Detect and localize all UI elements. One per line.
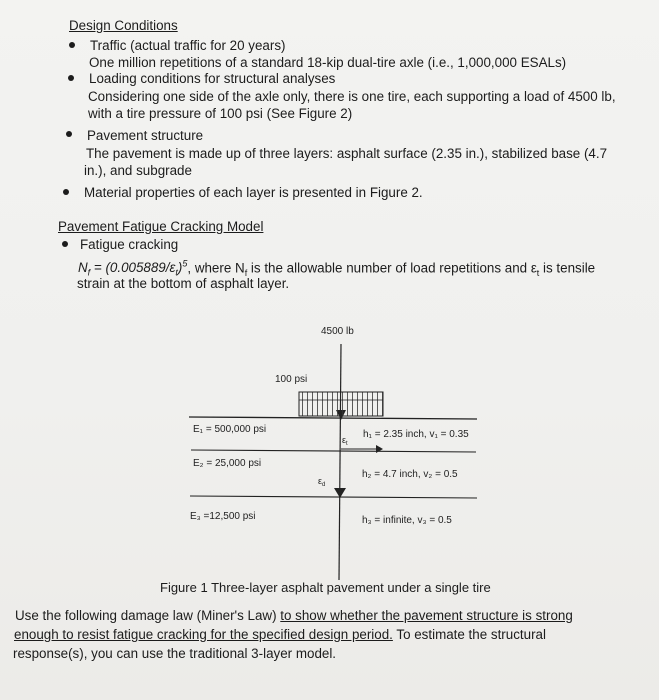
closing-line-3: response(s), you can use the traditional 3-layer model. [13, 646, 337, 661]
layer-2-modulus: E₂ = 25,000 psi [193, 458, 262, 469]
layer-1-modulus: E₁ = 500,000 psi [193, 424, 267, 435]
design-conditions-heading: Design Conditions [69, 18, 178, 33]
loading-body-line-2: with a tire pressure of 100 psi (See Figure 2) [88, 106, 353, 121]
centre-axis-line [339, 344, 341, 580]
traffic-title: Traffic (actual traffic for 20 years) [90, 38, 286, 53]
tensile-strain-symbol: $\varepsilon_t$ [342, 435, 348, 447]
pressure-label: 100 psi [275, 374, 308, 385]
closing-line-2: enough to resist fatigue cracking for the specified design period. To estimate the structural [14, 627, 546, 642]
layer-boundary-2-3 [190, 496, 477, 498]
material-properties-title: Material properties of each layer is presented in Figure 2. [84, 185, 423, 200]
vertical-strain-symbol: $\varepsilon_d$ [318, 476, 326, 488]
load-label: 4500 lb [321, 326, 354, 337]
pavement-structure-body-line-1: The pavement is made up of three layers: asphalt surface (2.35 in.), stabilized base (4.7 [86, 146, 608, 161]
layer-boundary-1-2 [191, 450, 476, 452]
fatigue-equation: $N_f = (0.005889/\varepsilon_t)^5$, where $N_f$ is the allowable number of load repetitions and $\varepsilon_t$ is tensile [78, 259, 596, 279]
layer-1-thickness: h₁ = 2.35 inch, v₁ = 0.35 [363, 429, 469, 440]
traffic-body: One million repetitions of a standard 18-kip dual-tire axle (i.e., 1,000,000 ESALs) [89, 55, 567, 70]
fatigue-equation-line-2: strain at the bottom of asphalt layer. [77, 276, 290, 291]
tire-pressure-box [299, 392, 383, 416]
layer-2-thickness: h₂ = 4.7 inch, v₂ = 0.5 [362, 469, 458, 480]
layer-3-thickness: h₃ = infinite, v₃ = 0.5 [362, 515, 452, 526]
layer-3-modulus: E₃ =12,500 psi [190, 511, 256, 522]
layer-boundary-surface [189, 417, 477, 419]
fatigue-cracking-title: Fatigue cracking [80, 237, 179, 252]
loading-title: Loading conditions for structural analyses [89, 71, 336, 86]
pavement-structure-title: Pavement structure [87, 128, 204, 143]
loading-body-line-1: Considering one side of the axle only, there is one tire, each supporting a load of 4500 lb, [88, 89, 616, 104]
closing-line-1: Use the following damage law (Miner's Law) to show whether the pavement structure is strong [15, 608, 573, 623]
pavement-structure-body-line-2: in.), and subgrade [84, 163, 192, 178]
figure-caption: Figure 1 Three-layer asphalt pavement under a single tire [160, 580, 491, 595]
fatigue-model-heading: Pavement Fatigue Cracking Model [58, 219, 264, 234]
